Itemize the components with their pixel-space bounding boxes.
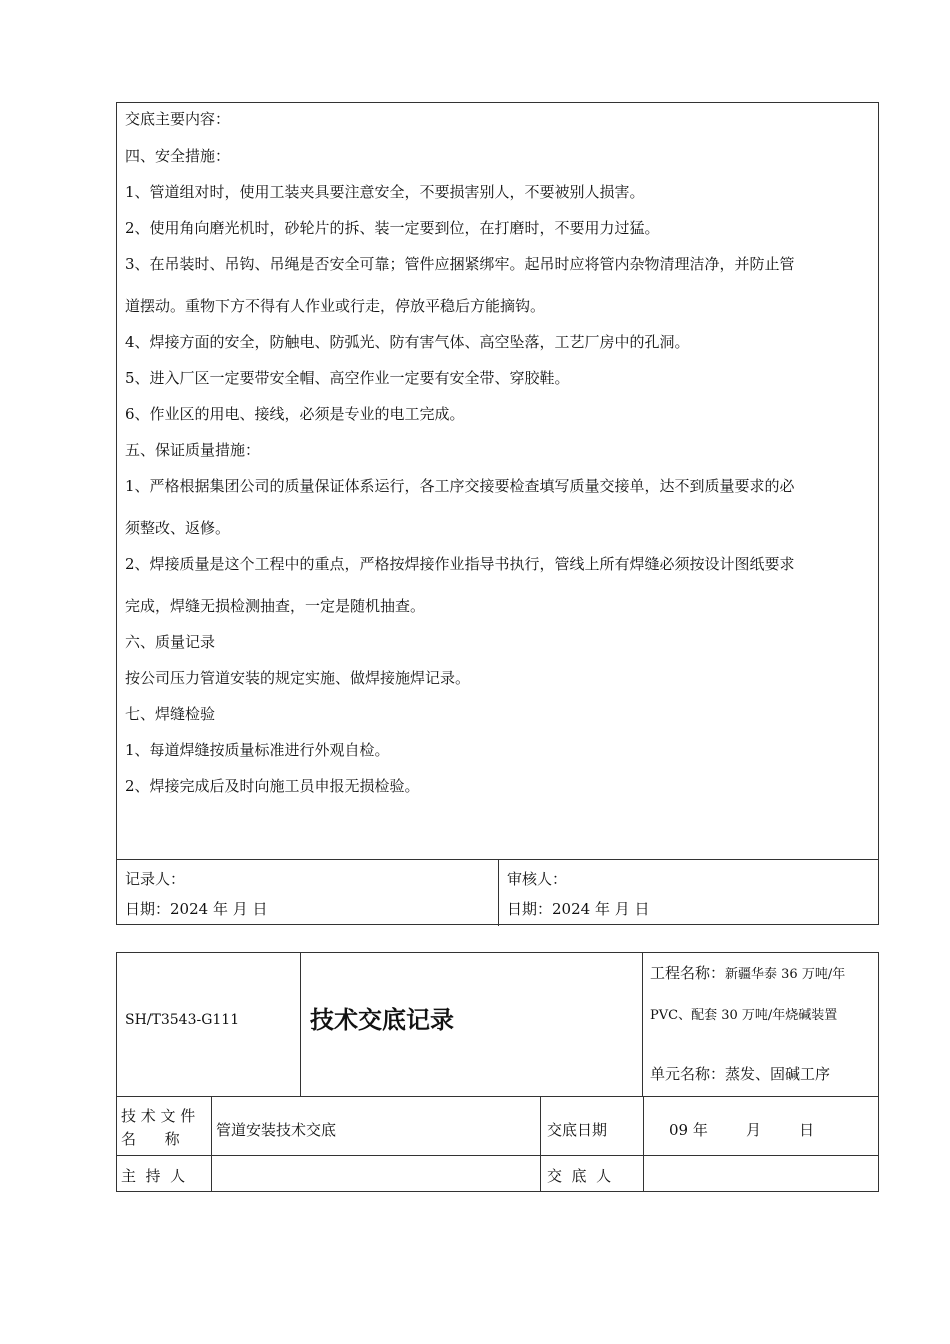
doc-name-label-1: 技 术 文 件 [121,1107,196,1125]
project-name-2: PVC、配套 30 万吨/年烧碱装置 [650,1008,838,1023]
content-line: 5、进入厂区一定要带安全帽、高空作业一定要有安全带、穿胶鞋。 [125,369,570,387]
disclosure-date-value: 09 年 月 日 [669,1121,815,1139]
signature-row [117,859,878,926]
project-name-1: 新疆华泰 36 万吨/年 [725,967,846,982]
date-label-cell [542,1097,644,1155]
code-cell [117,953,301,1096]
content-line: 3、在吊装时、吊钩、吊绳是否安全可靠；管件应捆紧绑牢。起吊时应将管内杂物清理洁净，并防止管 [125,255,795,273]
doc-name: 管道安装技术交底 [216,1121,337,1139]
host-label: 主 持 人 [121,1167,186,1185]
recorder-cell [117,860,497,926]
content-line: 完成，焊缝无损检测抽查，一定是随机抽查。 [125,597,426,615]
content-heading: 交底主要内容： [125,110,231,128]
doc-name-label-cell [117,1097,212,1155]
content-line: 2、焊接质量是这个工程中的重点，严格按焊接作业指导书执行，管线上所有焊缝必须按设计图纸要求 [125,555,795,573]
content-line: 四、安全措施： [125,147,231,165]
disclosure-content-box [116,102,879,925]
date-value-cell [645,1097,878,1155]
standard-code: SH/T3543-G111 [125,1012,240,1028]
content-line: 6、作业区的用电、接线，必须是专业的电工完成。 [125,405,465,423]
presenter-label: 交 底 人 [547,1167,612,1185]
content-line: 按公司压力管道安装的规定实施、做焊接施焊记录。 [125,669,471,687]
page-title: 技术交底记录 [310,1006,454,1034]
presenter-value-cell [645,1156,878,1192]
unit-name-label: 单元名称： [650,1065,726,1083]
content-line: 2、使用角向磨光机时，砂轮片的拆、装一定要到位，在打磨时，不要用力过猛。 [125,219,660,237]
reviewer-date: 日期：2024 年 月 日 [507,900,650,918]
content-line: 4、焊接方面的安全，防触电、防弧光、防有害气体、高空坠落，工艺厂房中的孔洞。 [125,333,690,351]
content-line: 1、严格根据集团公司的质量保证体系运行，各工序交接要检查填写质量交接单，达不到质量要求的必 [125,477,795,495]
content-line: 五、保证质量措施： [125,441,261,459]
host-value-cell [213,1156,541,1192]
content-line: 1、每道焊缝按质量标准进行外观自检。 [125,741,390,759]
title-cell [301,953,642,1096]
doc-name-label-2: 名 称 [121,1130,180,1148]
project-name-label: 工程名称： [650,964,726,982]
recorder-label: 记录人： [125,870,186,888]
content-line: 七、焊缝检验 [125,705,216,723]
content-line: 六、质量记录 [125,633,216,651]
reviewer-label: 审核人： [507,870,568,888]
project-info-cell [642,953,878,1096]
unit-name: 蒸发、固碱工序 [725,1065,831,1083]
content-line: 2、焊接完成后及时向施工员申报无损检验。 [125,777,420,795]
record-header-table [116,952,879,1192]
reviewer-cell [499,860,878,926]
presenter-label-cell [542,1156,644,1192]
content-line: 须整改、返修。 [125,519,231,537]
recorder-date: 日期：2024 年 月 日 [125,900,268,918]
doc-name-cell [213,1097,541,1155]
content-line: 1、管道组对时，使用工装夹具要注意安全，不要损害别人，不要被别人损害。 [125,183,645,201]
content-line: 道摆动。重物下方不得有人作业或行走，停放平稳后方能摘钩。 [125,297,546,315]
host-label-cell [117,1156,212,1192]
disclosure-date-label: 交底日期 [547,1121,608,1139]
